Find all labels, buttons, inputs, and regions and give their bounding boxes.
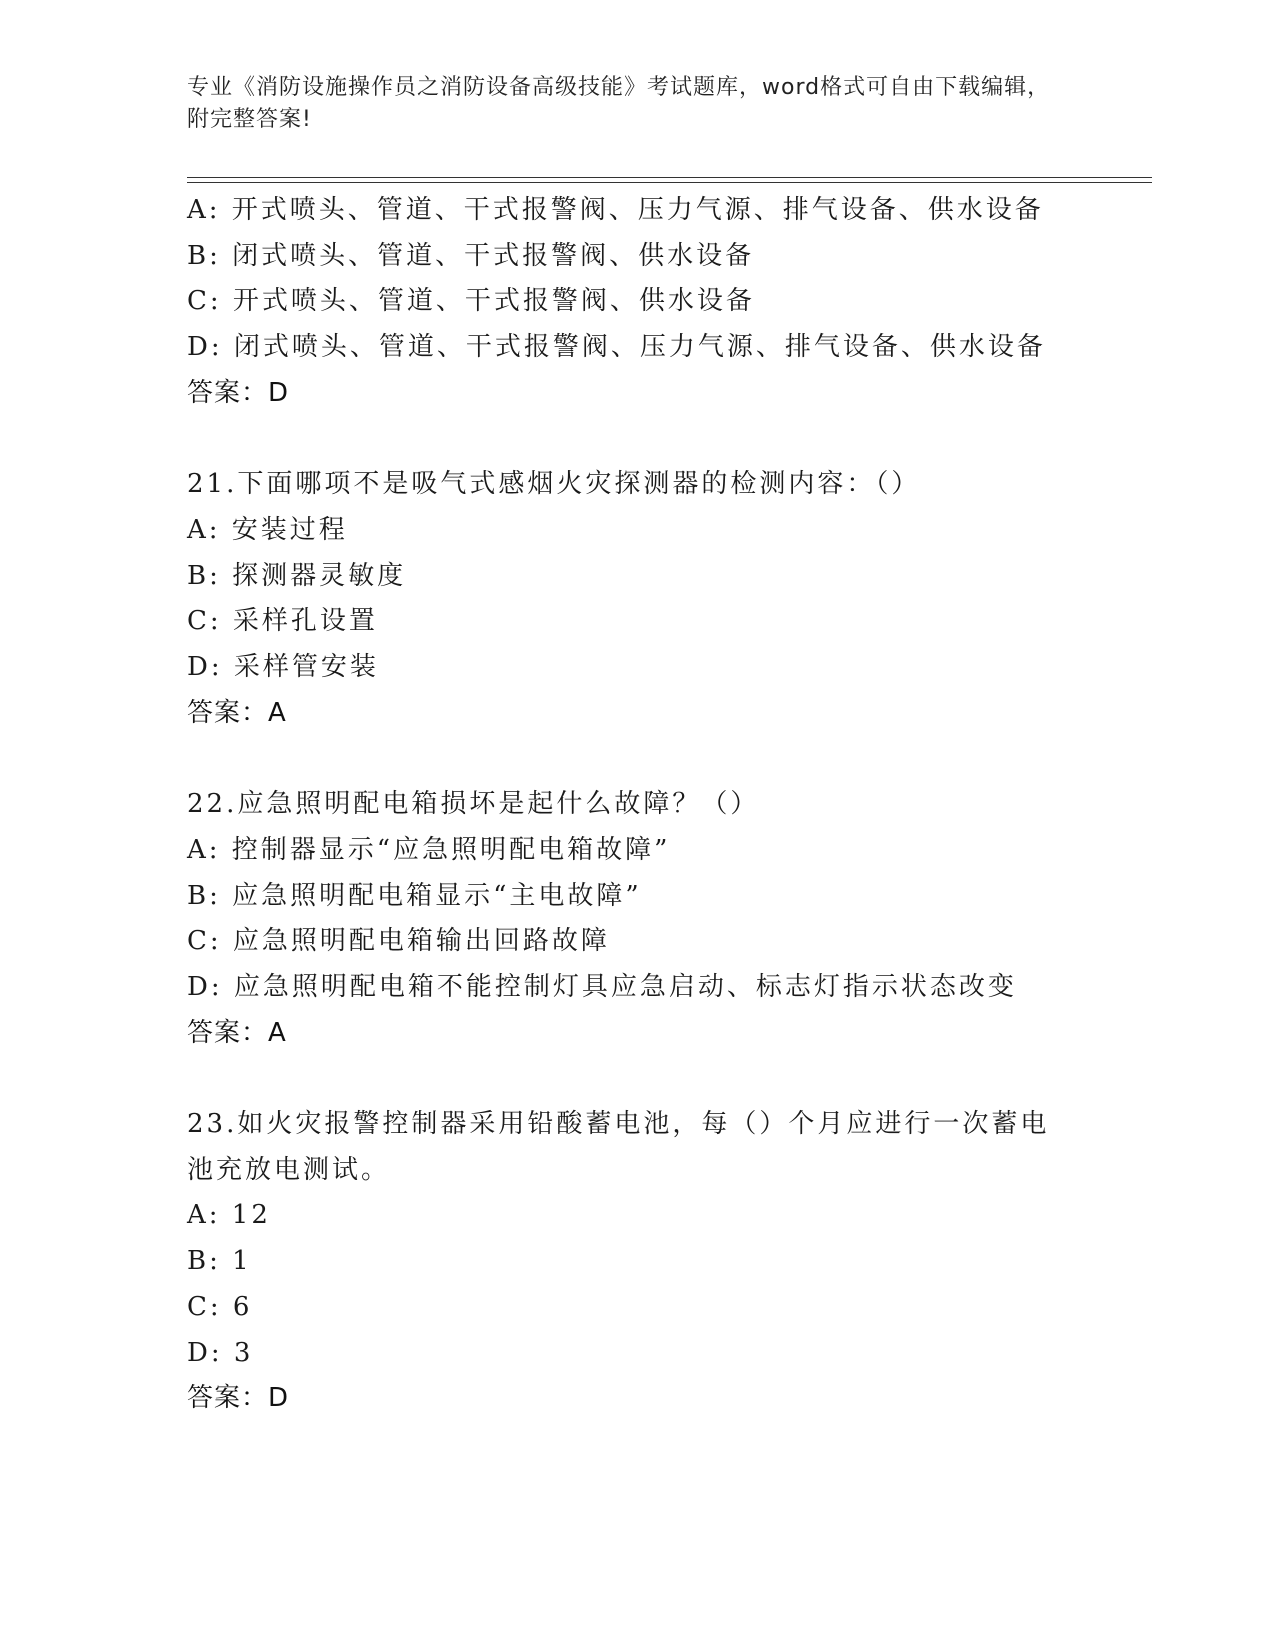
option-d: D: 采样管安装: [187, 652, 379, 683]
answer-line: 答案：A: [187, 697, 287, 728]
header-rule-bottom: [187, 182, 1152, 183]
question-content: [187, 188, 1147, 1422]
option-c: C: 开式喷头、管道、干式报警阀、供水设备: [187, 286, 755, 317]
question-stem: 23.如火灾报警控制器采用铅酸蓄电池，每（）个月应进行一次蓄电池充放电测试。: [187, 1109, 1050, 1185]
option-c: C: 应急照明配电箱输出回路故障: [187, 926, 610, 957]
option-d: D: 应急照明配电箱不能控制灯具应急启动、标志灯指示状态改变: [187, 971, 1017, 1002]
option-b: B: 应急照明配电箱显示“主电故障”: [187, 880, 642, 911]
header-rule-top: [187, 177, 1152, 178]
option-a: A: 开式喷头、管道、干式报警阀、压力气源、排气设备、供水设备: [187, 195, 1044, 225]
option-b: B: 探测器灵敏度: [187, 560, 407, 591]
question-21-block: [187, 462, 1147, 736]
question-spacer: [187, 1056, 1147, 1102]
answer-line: 答案：D: [187, 1383, 290, 1414]
prev-question-block: [187, 188, 1147, 417]
option-b: B: 闭式喷头、管道、干式报警阀、供水设备: [187, 240, 755, 271]
document-header: 专业《消防设施操作员之消防设备高级技能》考试题库，word格式可自由下载编辑，附完整答案!: [187, 75, 1051, 132]
option-a: A: 控制器显示“应急照明配电箱故障”: [187, 834, 671, 865]
option-d: D: 3: [187, 1337, 254, 1368]
question-spacer: [187, 417, 1147, 463]
answer-line: 答案：D: [187, 377, 290, 408]
question-stem: 22.应急照明配电箱损坏是起什么故障？（）: [187, 789, 760, 820]
option-a: A: 安装过程: [187, 514, 348, 545]
option-d: D: 闭式喷头、管道、干式报警阀、压力气源、排气设备、供水设备: [187, 332, 1046, 363]
question-22-block: [187, 782, 1147, 1056]
option-b: B: 1: [187, 1246, 252, 1277]
option-c: C: 采样孔设置: [187, 606, 378, 637]
question-stem: 21.下面哪项不是吸气式感烟火灾探测器的检测内容：（）: [187, 469, 921, 500]
question-spacer: [187, 736, 1147, 782]
option-c: C: 6: [187, 1291, 253, 1322]
answer-line: 答案：A: [187, 1017, 287, 1048]
option-a: A: 12: [187, 1200, 271, 1231]
question-23-block: [187, 1102, 1147, 1422]
